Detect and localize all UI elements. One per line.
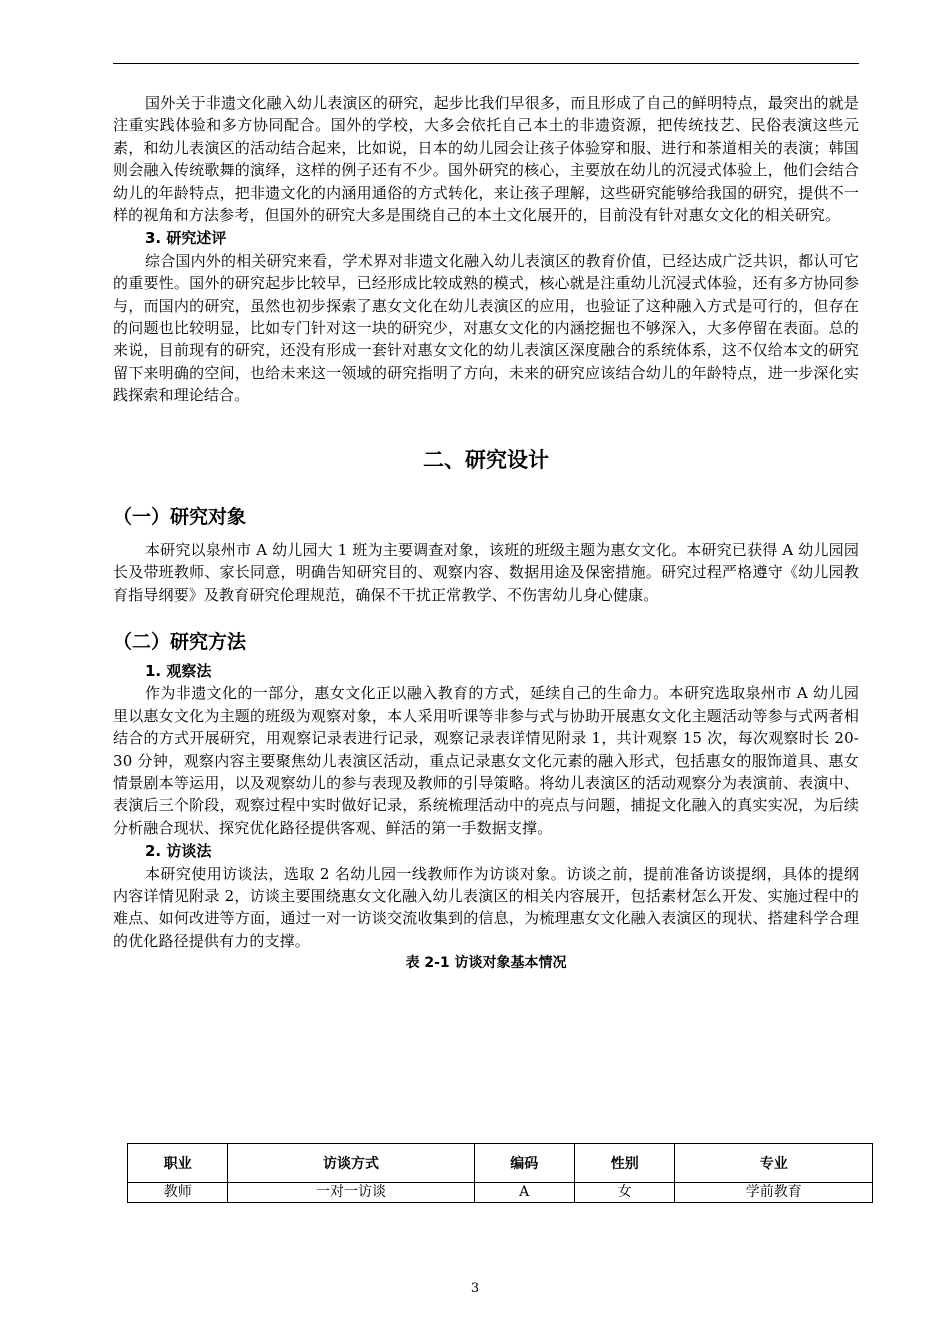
- page-body: [113, 92, 859, 974]
- table-cell: 教师: [128, 1183, 228, 1203]
- section-heading-methods: （二）研究方法: [113, 630, 247, 653]
- interview-subjects-table: [127, 1143, 873, 1203]
- table-cell: 一对一访谈: [228, 1183, 474, 1203]
- interview-paragraph: 本研究使用访谈法，选取 2 名幼儿园一线教师作为访谈对象。访谈之前，提前准备访谈提纲，具体的提纲内容详情见附录 2，访谈主要围绕惠女文化融入幼儿表演区的相关内容展开，包括素材怎么开发、实施过程中的难点、如何改进等方面，通过一对一访谈交流收集到的信息，为梳理惠女文化融入表演区的现状、搭建科学合理的优化路径提供有力的支撑。: [113, 864, 859, 950]
- page-number: 3: [470, 1281, 480, 1296]
- table-row: [128, 1183, 873, 1203]
- table-header-row: [128, 1144, 873, 1183]
- table-cell: 学前教育: [675, 1183, 873, 1203]
- chapter-heading: 二、研究设计: [423, 447, 549, 472]
- table-header-cell: 编码: [474, 1144, 574, 1183]
- foreign-research-paragraph: 国外关于非遗文化融入幼儿表演区的研究，起步比我们早很多，而且形成了自己的鲜明特点，最突出的就是注重实践体验和多方协同配合。国外的学校，大多会依托自己本土的非遗资源，把传统技艺、民俗表演这些元素，和幼儿表演区的活动结合起来，比如说，日本的幼儿园会让孩子体验穿和服、进行和茶道相关的表演；韩国则会融入传统歌舞的演绎，这样的例子还有不少。国外研究的核心，主要放在幼儿的沉浸式体验上，他们会结合幼儿的年龄特点，把非遗文化的内涵用通俗的方式转化，来让孩子理解，这些研究能够给我国的研究，提供不一样的视角和方法参考，但国外的研究大多是围绕自己的本土文化展开的，目前没有针对惠女文化的相关研究。: [113, 94, 859, 225]
- table-caption: 表 2-1 访谈对象基本情况: [405, 955, 567, 972]
- table-cell: 女: [574, 1183, 674, 1203]
- table-header-cell: 访谈方式: [228, 1144, 474, 1183]
- table-header-cell: 职业: [128, 1144, 228, 1183]
- review-heading: 3. 研究述评: [145, 229, 227, 248]
- table-header-cell: 性别: [574, 1144, 674, 1183]
- review-paragraph: 综合国内外的相关研究来看，学术界对非遗文化融入幼儿表演区的教育价值，已经达成广泛共识，都认可它的重要性。国外的研究起步比较早，已经形成比较成熟的模式，核心就是注重幼儿沉浸式体验，还有多方协同参与，而国内的研究，虽然也初步探索了惠女文化在幼儿表演区的应用，也验证了这种融入方式是可行的，但存在的问题也比较明显，比如专门针对这一块的研究少，对惠女文化的内涵挖掘也不够深入，大多停留在表面。总的来说，目前现有的研究，还没有形成一套针对惠女文化的幼儿表演区深度融合的系统体系，这不仅给本文的研究留下来明确的空间，也给未来这一领域的研究指明了方向，未来的研究应该结合幼儿的年龄特点，进一步深化实践探索和理论结合。: [113, 251, 859, 405]
- table-header-cell: 专业: [675, 1144, 873, 1183]
- observation-paragraph: 作为非遗文化的一部分，惠女文化正以融入教育的方式，延续自己的生命力。本研究选取泉州市 A 幼儿园里以惠女文化为主题的班级为观察对象，本人采用听课等非参与式与协助开展惠女文化主题活动等参与式两者相结合的方式开展研究，用观察记录表进行记录，观察记录表详情见附录 1，共计观察 15 次，每次观察时长 20-30 分钟，观察内容主要聚焦幼儿表演区活动，重点记录惠女文化元素的融入形式，包括惠女的服饰道具、惠女情景剧本等运用，以及观察幼儿的参与表现及教师的引导策略。将幼儿表演区的活动观察分为表演前、表演中、表演后三个阶段，观察过程中实时做好记录，系统梳理活动中的亮点与问题，捕捉文化融入的真实实况，为后续分析融合现状、探究优化路径提供客观、鲜活的第一手数据支撑。: [113, 684, 859, 837]
- table-cell: A: [474, 1183, 574, 1203]
- observation-heading: 1. 观察法: [145, 661, 212, 680]
- section-heading-subjects: （一）研究对象: [113, 505, 247, 528]
- header-rule: [113, 63, 859, 64]
- interview-heading: 2. 访谈法: [145, 842, 212, 861]
- subjects-paragraph: 本研究以泉州市 A 幼儿园大 1 班为主要调查对象，该班的班级主题为惠女文化。本研究已获得 A 幼儿园园长及带班教师、家长同意，明确告知研究目的、观察内容、数据用途及保密措施。研究过程严格遵守《幼儿园教育指导纲要》及教育研究伦理规范，确保不干扰正常教学、不伤害幼儿身心健康。: [113, 540, 859, 604]
